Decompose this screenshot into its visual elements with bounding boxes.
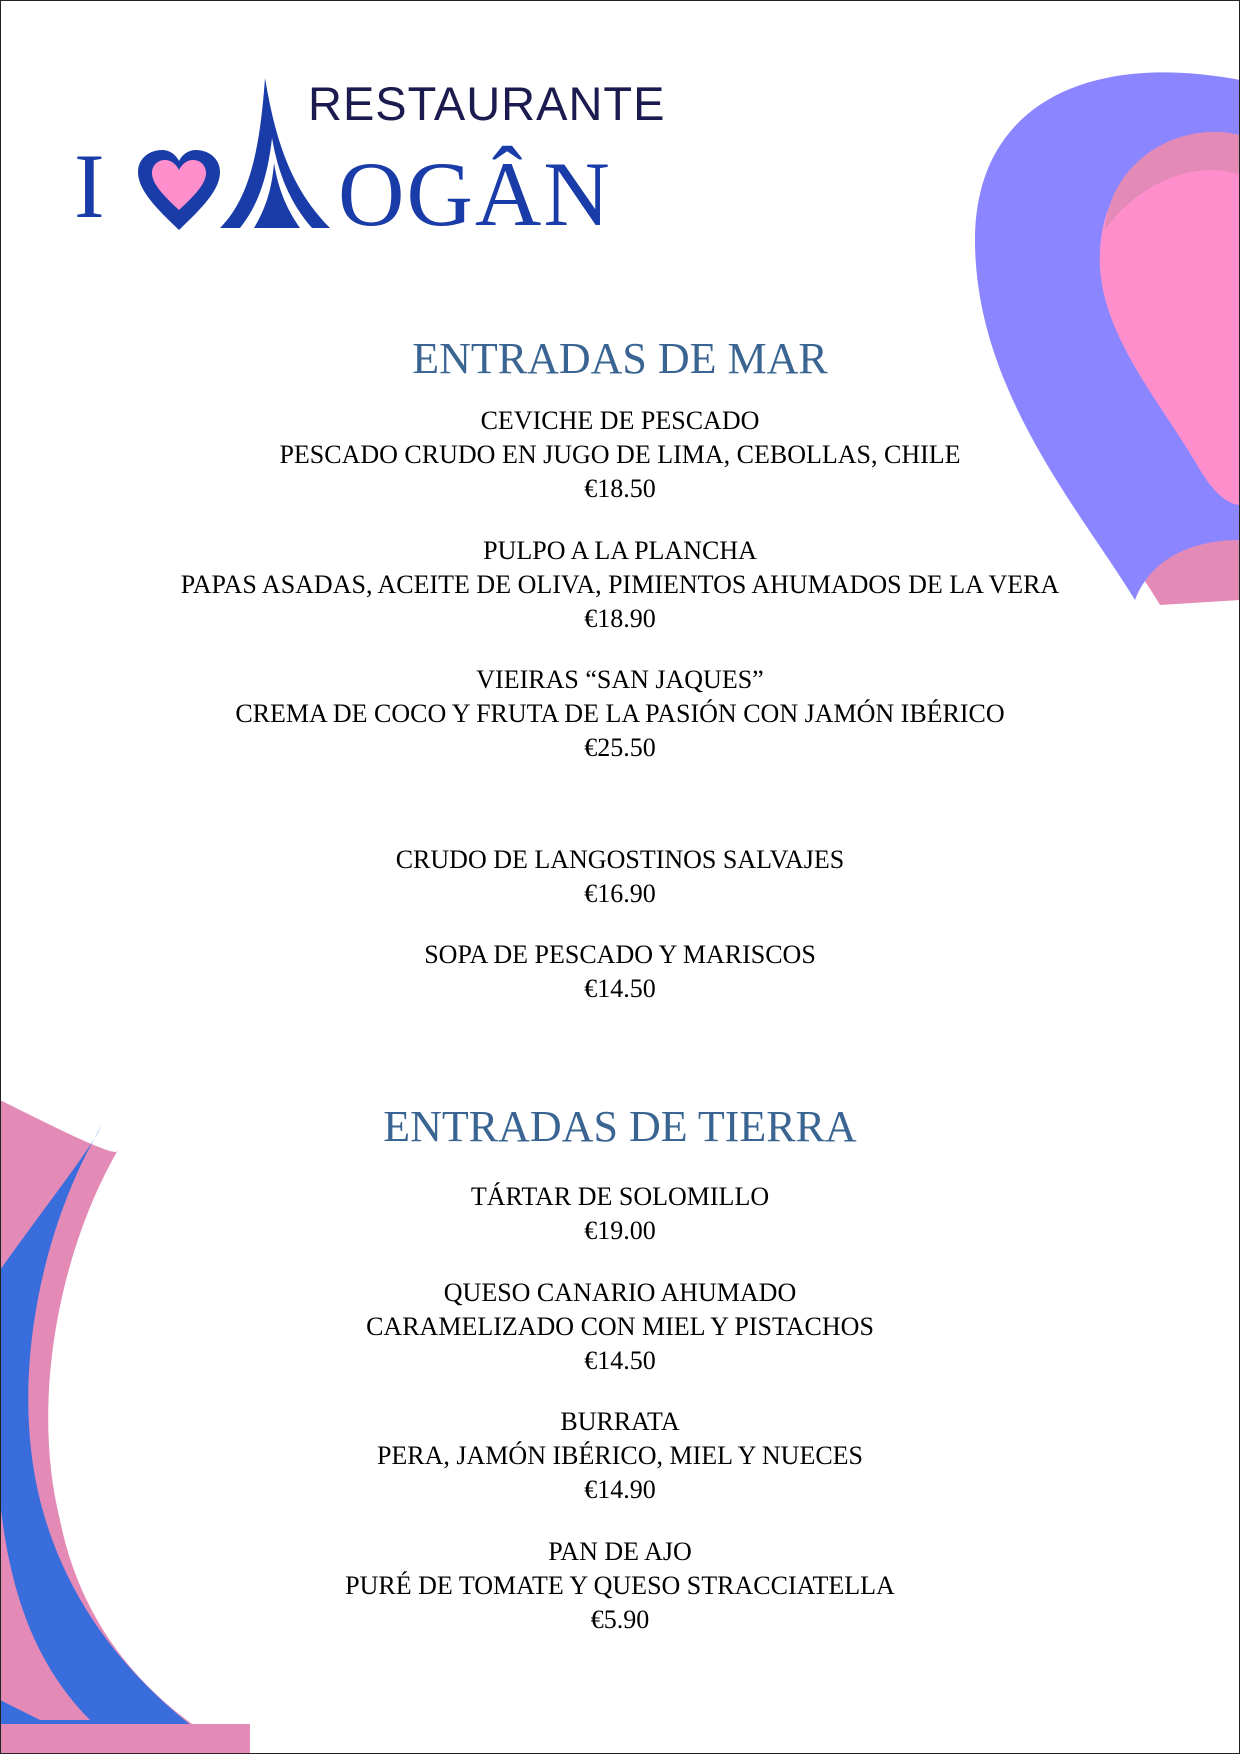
section-title-tierra: ENTRADAS DE TIERRA — [383, 1102, 857, 1151]
item-price: €16.90 — [584, 879, 656, 908]
item-price: €14.50 — [584, 1346, 656, 1375]
section-title-mar: ENTRADAS DE MAR — [412, 334, 828, 383]
menu-item — [0, 1535, 1240, 1637]
item-description: PURÉ DE TOMATE Y QUESO STRACCIATELLA — [345, 1571, 895, 1600]
logo-name-text: OGÂN — [338, 143, 612, 245]
item-description: CARAMELIZADO CON MIEL Y PISTACHOS — [366, 1312, 874, 1341]
item-price: €14.90 — [584, 1475, 656, 1504]
sailboat-m-icon — [220, 78, 340, 234]
menu-item — [0, 404, 1240, 506]
item-price: €18.90 — [584, 604, 656, 633]
menu-item — [0, 534, 1240, 636]
menu-item — [0, 1180, 1240, 1248]
menu-item — [0, 1405, 1240, 1507]
logo-i-letter: I — [74, 135, 105, 237]
item-name: PAN DE AJO — [548, 1537, 692, 1566]
item-price: €25.50 — [584, 733, 656, 762]
item-description: PERA, JAMÓN IBÉRICO, MIEL Y NUECES — [376, 1441, 864, 1470]
item-name: BURRATA — [560, 1407, 680, 1436]
menu-item — [0, 938, 1240, 1006]
item-name: QUESO CANARIO AHUMADO — [443, 1278, 797, 1307]
item-name: VIEIRAS “SAN JAQUES” — [476, 665, 764, 694]
restaurant-logo — [70, 70, 666, 245]
item-price: €5.90 — [590, 1605, 650, 1634]
menu-item — [0, 663, 1240, 765]
menu-item — [0, 843, 1240, 911]
item-price: €18.50 — [584, 474, 656, 503]
menu-item — [0, 1276, 1240, 1378]
item-price: €14.50 — [584, 974, 656, 1003]
item-name: CEVICHE DE PESCADO — [480, 406, 760, 435]
item-name: TÁRTAR DE SOLOMILLO — [470, 1182, 770, 1211]
heart-icon — [136, 148, 222, 232]
item-description: PESCADO CRUDO EN JUGO DE LIMA, CEBOLLAS, CHILE — [279, 440, 961, 469]
item-name: CRUDO DE LANGOSTINOS SALVAJES — [395, 845, 845, 874]
item-description: CREMA DE COCO Y FRUTA DE LA PASIÓN CON JAMÓN IBÉRICO — [235, 699, 1005, 728]
item-description: PAPAS ASADAS, ACEITE DE OLIVA, PIMIENTOS AHUMADOS DE LA VERA — [180, 570, 1060, 599]
item-price: €19.00 — [584, 1216, 656, 1245]
logo-restaurante-text: RESTAURANTE — [308, 77, 666, 130]
item-name: SOPA DE PESCADO Y MARISCOS — [424, 940, 816, 969]
item-name: PULPO A LA PLANCHA — [483, 536, 757, 565]
